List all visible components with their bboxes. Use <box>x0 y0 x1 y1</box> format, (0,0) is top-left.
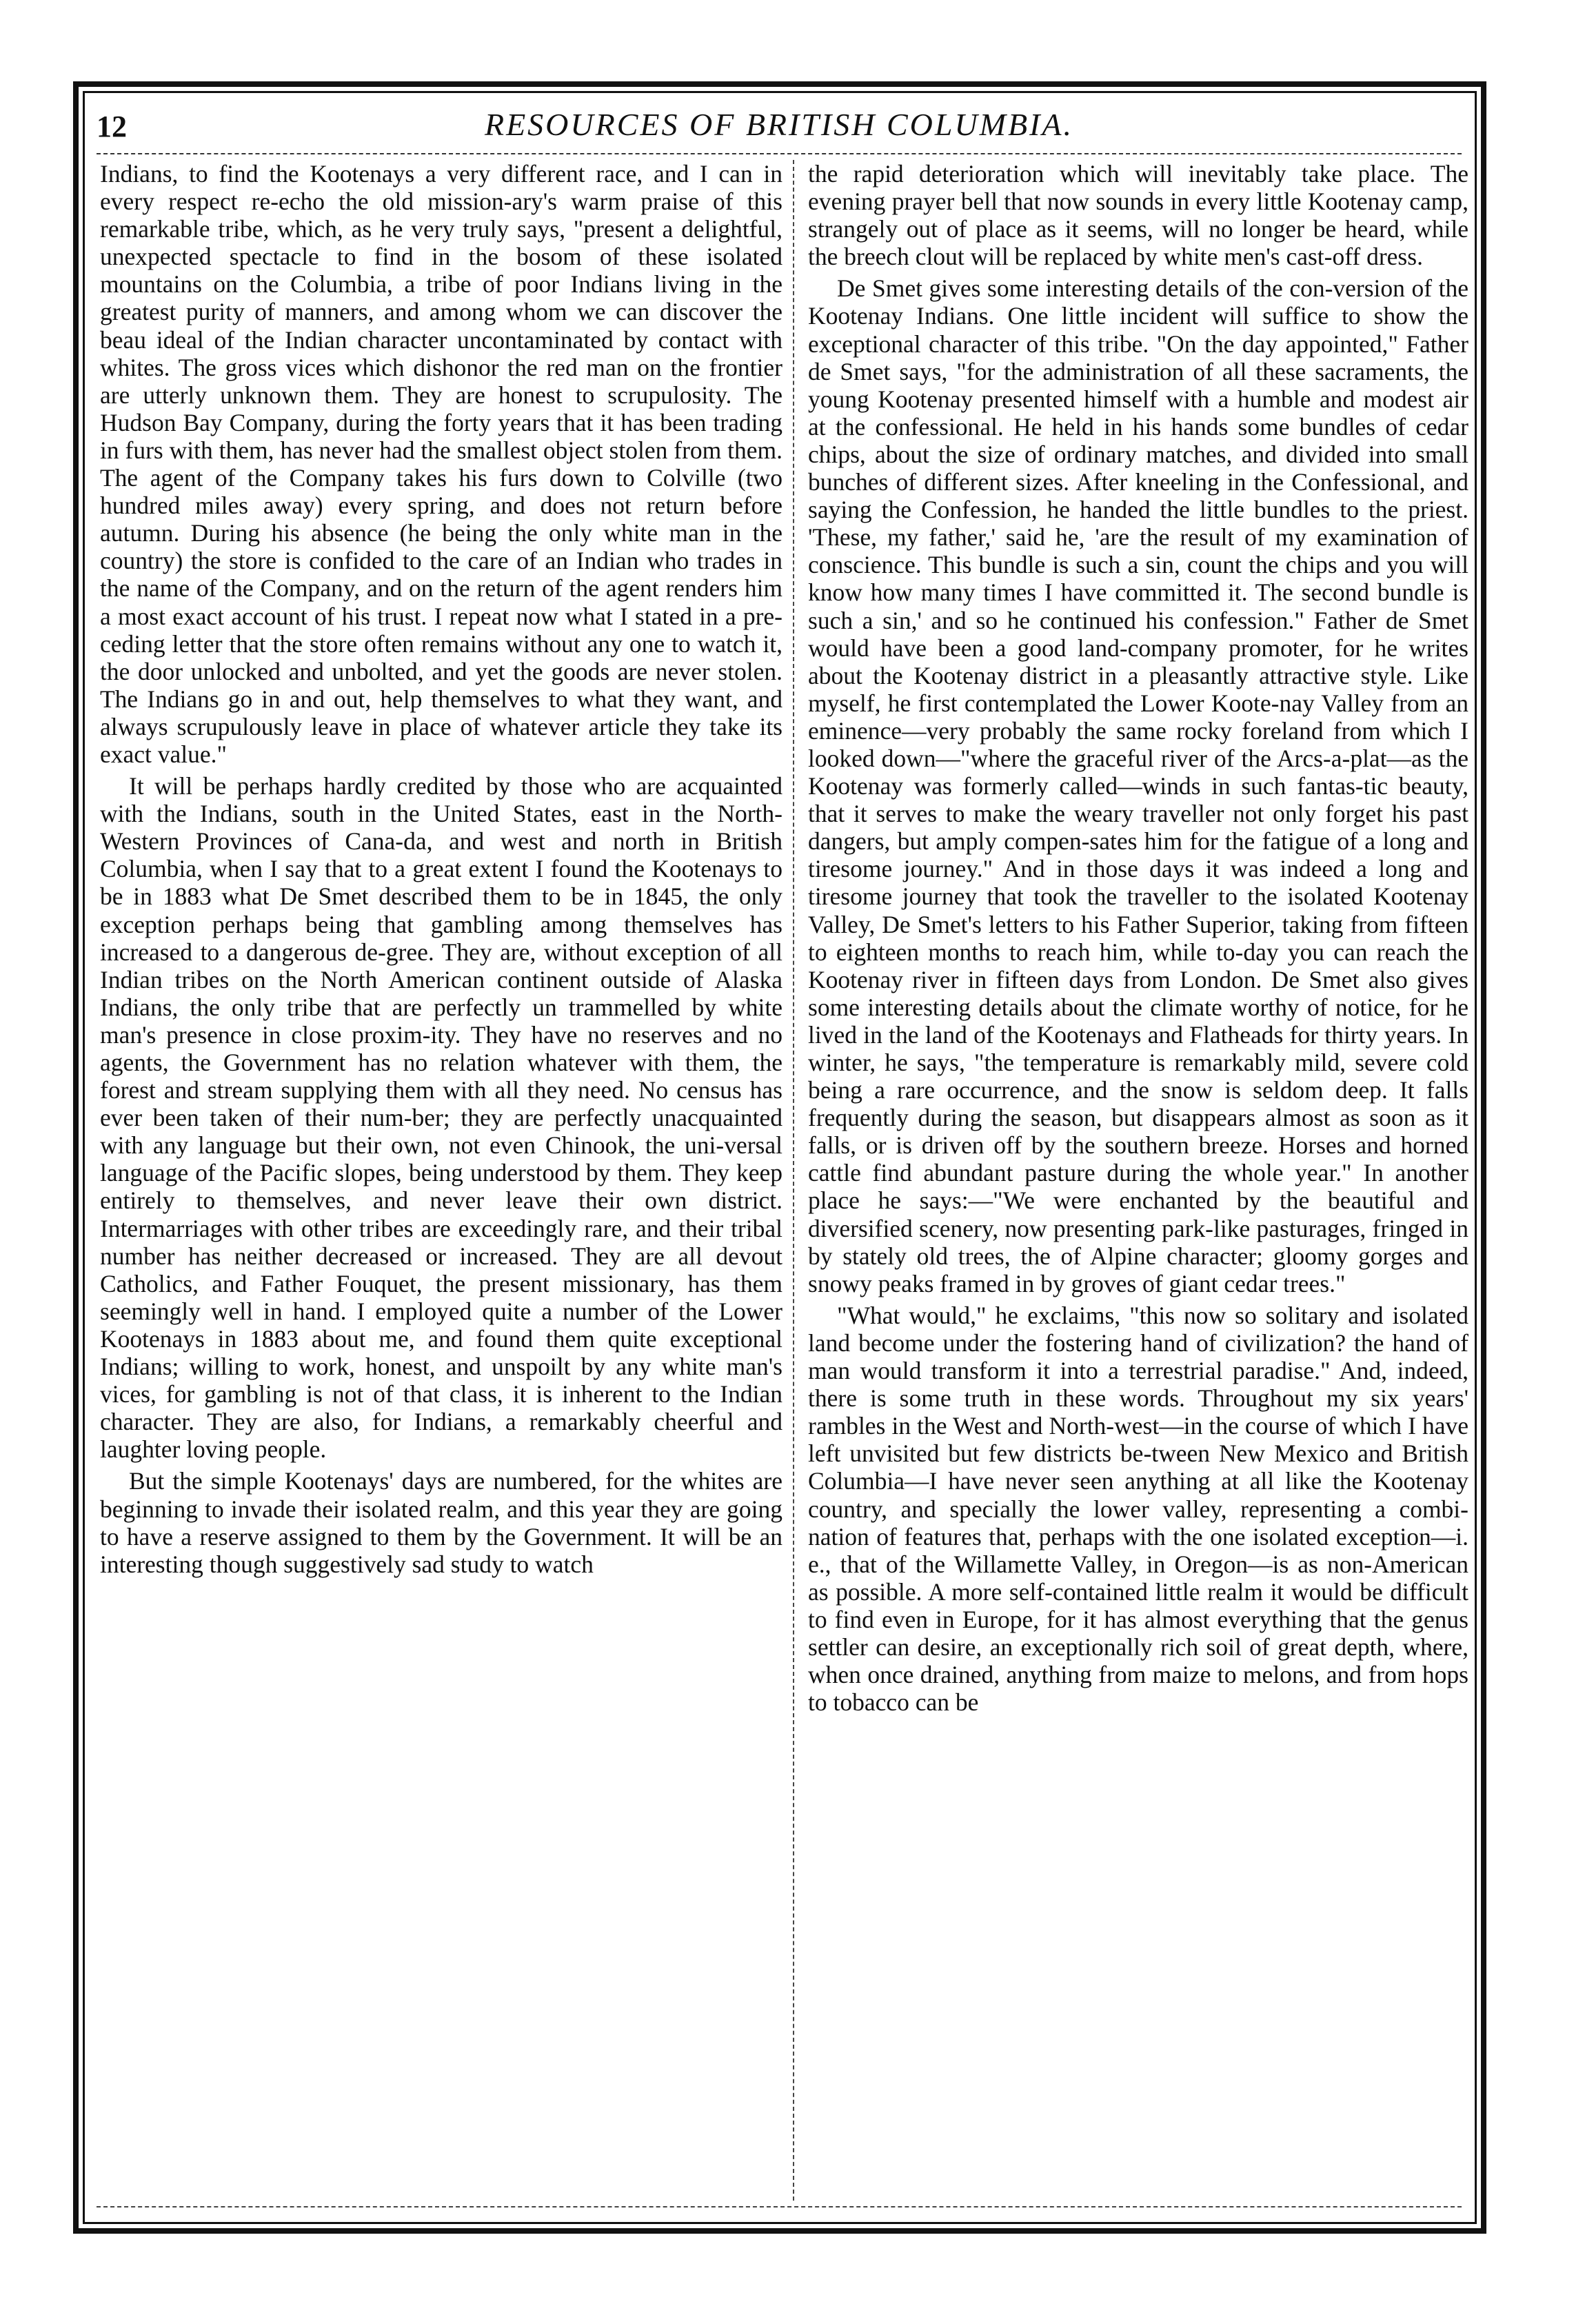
column-divider <box>793 160 794 2201</box>
header-rule <box>97 153 1462 154</box>
running-title: RESOURCES OF BRITISH COLUMBIA. <box>484 107 1073 142</box>
page-number: 12 <box>97 110 127 143</box>
left-paragraph-1: Indians, to find the Kootenays a very different race, and I can in every respect re-echo the old mission-ary's warm praise of this remarkable tribe, which, as he very truly says, "present a delightful, unexpected spectacle to find in the bosom of these isolated mountains on the Columbia, a tribe of poor Indians living in the greatest purity of manners, and among whom we can discover the beau ideal of the Indian character uncontaminated by contact with whites. The gross vices which dishonor the red man on the frontier are utterly unknown them. They are honest to scrupulosity. The Hudson Bay Company, during the forty years that it has been trading in furs with them, has never had the smallest object stolen from them. The agent of the Company takes his furs down to Colville (two hundred miles away) every spring, and does not return before autumn. During his absence (he being the only white man in the country) the store is confided to the care of an Indian who trades in the name of the Company, and on the return of the agent renders him a most exact account of his trust. I repeat now what I stated in a pre-ceding letter that the store often remains without any one to watch it, the door unlocked and unbolted, and yet the goods are never stolen. The Indians go in and out, help themselves to what they want, and always scrupulously leave in place of whatever article they take its exact value." <box>100 160 783 768</box>
left-column <box>100 160 783 2204</box>
right-column <box>808 160 1468 2204</box>
page-header <box>97 103 1462 152</box>
left-paragraph-3: But the simple Kootenays' days are numbered, for the whites are beginning to invade their isolated realm, and this year they are going to have a reserve assigned to them by the Government. It will be an interesting though suggestively sad study to watch <box>100 1467 783 1578</box>
right-paragraph-1: the rapid deterioration which will inevitably take place. The evening prayer bell that now sounds in every little Kootenay camp, strangely out of place as it seems, will no longer be heard, while the breech clout will be replaced by white men's cast-off dress. <box>808 160 1468 271</box>
left-paragraph-2: It will be perhaps hardly credited by those who are acquainted with the Indians, south in the United States, east in the North-Western Provinces of Cana-da, and west and north in British Columbia, when I say that to a great extent I found the Kootenays to be in 1883 what De Smet described them to be in 1845, the only exception perhaps being that gambling among themselves has increased to a dangerous de-gree. They are, without exception of all Indian tribes on the North American continent outside of Alaska Indians, the only tribe that are perfectly un trammelled by white man's presence in close proxim-ity. They have no reserves and no agents, the Government has no relation whatever with them, the forest and stream supplying them with all they need. No census has ever been taken of their num-ber; they are perfectly unacquainted with any language but their own, not even Chinook, the uni-versal language of the Pacific slopes, being understood by them. They keep entirely to themselves, and never leave their own district. Intermarriages with other tribes are exceedingly rare, and their tribal number has neither decreased or increased. They are all devout Catholics, and Father Fouquet, the present missionary, has them seemingly well in hand. I employed quite a number of the Lower Kootenays in 1883 about me, and found them quite exceptional Indians; willing to work, honest, and unspoilt by any white man's vices, for gambling is not of that class, it is inherent to the Indian character. They are also, for Indians, a remarkably cheerful and laughter loving people. <box>100 772 783 1464</box>
footer-rule <box>97 2206 1462 2207</box>
right-paragraph-2: De Smet gives some interesting details of the con-version of the Kootenay Indians. One little incident will suffice to show the exceptional character of this tribe. "On the day appointed," Father de Smet says, "for the administration of all these sacraments, the young Kootenay presented himself with a humble and modest air at the confessional. He held in his hands some bundles of cedar chips, about the size of ordinary matches, and divided into small bunches of different sizes. After kneeling in the Confessional, and saying the Confession, he handed the little bundles to the priest. 'These, my father,' said he, 'are the result of my examination of conscience. This bundle is such a sin, count the chips and you will know how many times I have committed it. The second bundle is such a sin,' and so he continued his confession." Father de Smet would have been a good land-company promoter, for he writes about the Kootenay district in a pleasantly attractive style. Like myself, he first contemplated the Lower Koote-nay Valley from an eminence—very probably the same rocky foreland from which I looked down—"where the graceful river of the Arcs-a-plat—as the Kootenay was formerly called—winds in such fantas-tic beauty, that it serves to make the weary traveller not only forget his past dangers, but amply compen-sates him for the fatigue of a long and tiresome journey." And in those days it was indeed a long and tiresome journey that took the traveller to the isolated Kootenay Valley, De Smet's letters to his Father Superior, taking from fifteen to eighteen months to reach him, while to-day you can reach the Kootenay river in fifteen days from London. De Smet also gives some interesting details about the climate worthy of notice, for he lived in the land of the Kootenays and Flatheads for thirty years. In winter, he says, "the temperature is remarkably mild, severe cold being a rare occurrence, and the snow is seldom deep. It falls frequently during the season, but disappears almost as soon as it falls, or is driven off by the southern breeze. Horses and horned cattle find abundant pasture during the whole year." In another place he says:—"We were enchanted by the beautiful and diversified scenery, now presenting park-like pasturages, fringed in by stately old trees, the of Alpine character; gloomy gorges and snowy peaks framed in by groves of giant cedar trees." <box>808 274 1468 1297</box>
right-paragraph-3: "What would," he exclaims, "this now so solitary and isolated land become under the fostering hand of civilization? the hand of man would transform it into a terrestrial paradise." And, indeed, there is some truth in these words. Throughout my six years' rambles in the West and North-west—in the course of which I have left unvisited but few districts be-tween New Mexico and British Columbia—I have never seen anything at all like the Kootenay country, and specially the lower valley, representing a combi-nation of features that, perhaps with the one isolated exception—i. e., that of the Willamette Valley, in Oregon—is as non-American as possible. A more self-contained little realm it would be difficult to find even in Europe, for it has almost everything that the genus settler can desire, an exceptionally rich soil of great depth, where, when once drained, anything from maize to melons, and from hops to tobacco can be <box>808 1301 1468 1717</box>
